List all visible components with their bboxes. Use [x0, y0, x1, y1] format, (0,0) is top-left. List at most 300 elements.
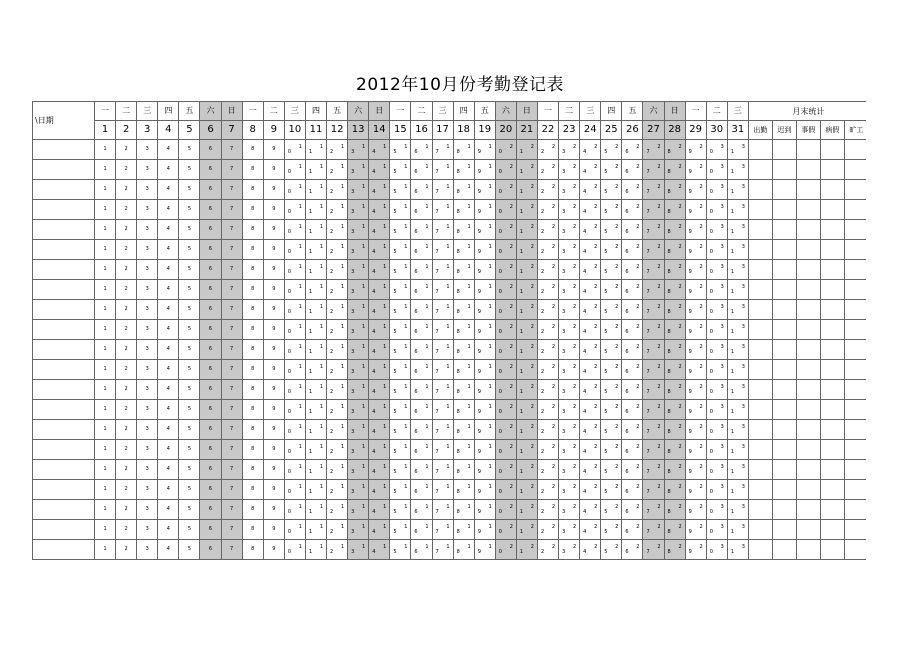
attendance-cell[interactable]: [727, 400, 748, 420]
attendance-cell[interactable]: [432, 300, 453, 320]
attendance-cell[interactable]: [727, 380, 748, 400]
attendance-cell[interactable]: [643, 260, 664, 280]
attendance-cell[interactable]: [622, 320, 643, 340]
attendance-cell[interactable]: [559, 360, 580, 380]
attendance-cell[interactable]: [601, 320, 622, 340]
attendance-cell[interactable]: [284, 520, 305, 540]
attendance-cell[interactable]: [411, 400, 432, 420]
attendance-cell[interactable]: [116, 360, 137, 380]
summary-cell[interactable]: [844, 440, 866, 460]
attendance-cell[interactable]: [327, 220, 348, 240]
attendance-cell[interactable]: [95, 340, 116, 360]
attendance-cell[interactable]: [495, 300, 516, 320]
summary-cell[interactable]: [748, 360, 772, 380]
attendance-cell[interactable]: [348, 260, 369, 280]
attendance-cell[interactable]: [432, 340, 453, 360]
attendance-cell[interactable]: [221, 360, 242, 380]
summary-cell[interactable]: [820, 180, 844, 200]
attendance-cell[interactable]: [537, 220, 558, 240]
attendance-cell[interactable]: [643, 360, 664, 380]
summary-cell[interactable]: [820, 520, 844, 540]
attendance-cell[interactable]: [348, 280, 369, 300]
attendance-cell[interactable]: [559, 520, 580, 540]
attendance-cell[interactable]: [601, 260, 622, 280]
employee-name-cell[interactable]: [33, 440, 95, 460]
attendance-cell[interactable]: [327, 380, 348, 400]
attendance-cell[interactable]: [242, 420, 263, 440]
attendance-cell[interactable]: [158, 300, 179, 320]
attendance-cell[interactable]: [200, 500, 221, 520]
attendance-cell[interactable]: [390, 480, 411, 500]
attendance-cell[interactable]: [305, 480, 326, 500]
attendance-cell[interactable]: [727, 480, 748, 500]
attendance-cell[interactable]: [327, 200, 348, 220]
attendance-cell[interactable]: [348, 420, 369, 440]
attendance-cell[interactable]: [116, 160, 137, 180]
attendance-cell[interactable]: [116, 500, 137, 520]
attendance-cell[interactable]: [263, 480, 284, 500]
attendance-cell[interactable]: [263, 180, 284, 200]
attendance-cell[interactable]: [727, 340, 748, 360]
summary-cell[interactable]: [820, 140, 844, 160]
attendance-cell[interactable]: [411, 320, 432, 340]
attendance-cell[interactable]: [474, 420, 495, 440]
attendance-cell[interactable]: [495, 180, 516, 200]
attendance-cell[interactable]: [474, 480, 495, 500]
attendance-cell[interactable]: [474, 240, 495, 260]
attendance-cell[interactable]: [390, 140, 411, 160]
attendance-cell[interactable]: [559, 320, 580, 340]
attendance-cell[interactable]: [200, 160, 221, 180]
summary-cell[interactable]: [772, 340, 796, 360]
attendance-cell[interactable]: [411, 540, 432, 560]
attendance-cell[interactable]: [580, 480, 601, 500]
attendance-cell[interactable]: [601, 180, 622, 200]
attendance-cell[interactable]: [179, 340, 200, 360]
attendance-cell[interactable]: [348, 480, 369, 500]
attendance-cell[interactable]: [643, 480, 664, 500]
attendance-cell[interactable]: [221, 540, 242, 560]
attendance-cell[interactable]: [601, 400, 622, 420]
attendance-cell[interactable]: [580, 260, 601, 280]
attendance-cell[interactable]: [643, 520, 664, 540]
attendance-cell[interactable]: [137, 300, 158, 320]
attendance-cell[interactable]: [432, 220, 453, 240]
attendance-cell[interactable]: [453, 260, 474, 280]
attendance-cell[interactable]: [348, 360, 369, 380]
attendance-cell[interactable]: [601, 340, 622, 360]
employee-name-cell[interactable]: [33, 280, 95, 300]
attendance-cell[interactable]: [622, 260, 643, 280]
attendance-cell[interactable]: [221, 220, 242, 240]
attendance-cell[interactable]: [559, 340, 580, 360]
attendance-cell[interactable]: [263, 420, 284, 440]
attendance-cell[interactable]: [284, 160, 305, 180]
attendance-cell[interactable]: [369, 300, 390, 320]
attendance-cell[interactable]: [137, 260, 158, 280]
attendance-cell[interactable]: [706, 240, 727, 260]
attendance-cell[interactable]: [221, 460, 242, 480]
attendance-cell[interactable]: [284, 340, 305, 360]
summary-cell[interactable]: [844, 320, 866, 340]
summary-cell[interactable]: [796, 200, 820, 220]
attendance-cell[interactable]: [263, 260, 284, 280]
attendance-cell[interactable]: [200, 220, 221, 240]
attendance-cell[interactable]: [601, 360, 622, 380]
attendance-cell[interactable]: [516, 380, 537, 400]
attendance-cell[interactable]: [200, 440, 221, 460]
attendance-cell[interactable]: [327, 420, 348, 440]
attendance-cell[interactable]: [622, 220, 643, 240]
attendance-cell[interactable]: [116, 520, 137, 540]
attendance-cell[interactable]: [643, 460, 664, 480]
summary-cell[interactable]: [748, 180, 772, 200]
attendance-cell[interactable]: [137, 220, 158, 240]
attendance-cell[interactable]: [390, 360, 411, 380]
attendance-cell[interactable]: [158, 240, 179, 260]
attendance-cell[interactable]: [537, 400, 558, 420]
attendance-cell[interactable]: [158, 280, 179, 300]
summary-cell[interactable]: [748, 140, 772, 160]
summary-cell[interactable]: [820, 500, 844, 520]
attendance-cell[interactable]: [706, 500, 727, 520]
attendance-cell[interactable]: [369, 140, 390, 160]
attendance-cell[interactable]: [179, 140, 200, 160]
attendance-cell[interactable]: [706, 540, 727, 560]
attendance-cell[interactable]: [601, 540, 622, 560]
attendance-cell[interactable]: [516, 540, 537, 560]
attendance-cell[interactable]: [495, 320, 516, 340]
attendance-cell[interactable]: [727, 200, 748, 220]
summary-cell[interactable]: [796, 160, 820, 180]
summary-cell[interactable]: [844, 360, 866, 380]
summary-cell[interactable]: [820, 160, 844, 180]
attendance-cell[interactable]: [622, 300, 643, 320]
summary-cell[interactable]: [844, 520, 866, 540]
attendance-cell[interactable]: [559, 240, 580, 260]
attendance-cell[interactable]: [495, 400, 516, 420]
attendance-cell[interactable]: [221, 500, 242, 520]
attendance-cell[interactable]: [622, 440, 643, 460]
summary-cell[interactable]: [772, 320, 796, 340]
attendance-cell[interactable]: [580, 200, 601, 220]
attendance-cell[interactable]: [242, 160, 263, 180]
attendance-cell[interactable]: [95, 140, 116, 160]
attendance-cell[interactable]: [685, 180, 706, 200]
attendance-cell[interactable]: [664, 360, 685, 380]
attendance-cell[interactable]: [137, 360, 158, 380]
summary-cell[interactable]: [796, 220, 820, 240]
attendance-cell[interactable]: [432, 360, 453, 380]
attendance-cell[interactable]: [116, 280, 137, 300]
attendance-cell[interactable]: [263, 240, 284, 260]
attendance-cell[interactable]: [95, 400, 116, 420]
attendance-cell[interactable]: [622, 200, 643, 220]
attendance-cell[interactable]: [95, 440, 116, 460]
attendance-cell[interactable]: [411, 480, 432, 500]
attendance-cell[interactable]: [284, 400, 305, 420]
attendance-cell[interactable]: [305, 220, 326, 240]
attendance-cell[interactable]: [179, 280, 200, 300]
attendance-cell[interactable]: [179, 500, 200, 520]
summary-cell[interactable]: [844, 460, 866, 480]
attendance-cell[interactable]: [263, 400, 284, 420]
attendance-cell[interactable]: [664, 280, 685, 300]
attendance-cell[interactable]: [453, 180, 474, 200]
attendance-cell[interactable]: [706, 140, 727, 160]
attendance-cell[interactable]: [179, 400, 200, 420]
attendance-cell[interactable]: [390, 340, 411, 360]
attendance-cell[interactable]: [221, 180, 242, 200]
attendance-cell[interactable]: [348, 300, 369, 320]
attendance-cell[interactable]: [706, 200, 727, 220]
attendance-cell[interactable]: [727, 260, 748, 280]
attendance-cell[interactable]: [200, 520, 221, 540]
attendance-cell[interactable]: [200, 360, 221, 380]
attendance-cell[interactable]: [685, 260, 706, 280]
summary-cell[interactable]: [772, 400, 796, 420]
attendance-cell[interactable]: [369, 220, 390, 240]
attendance-cell[interactable]: [369, 460, 390, 480]
summary-cell[interactable]: [748, 280, 772, 300]
attendance-cell[interactable]: [284, 180, 305, 200]
attendance-cell[interactable]: [158, 480, 179, 500]
attendance-cell[interactable]: [263, 300, 284, 320]
attendance-cell[interactable]: [137, 340, 158, 360]
employee-name-cell[interactable]: [33, 540, 95, 560]
attendance-cell[interactable]: [390, 440, 411, 460]
attendance-cell[interactable]: [390, 320, 411, 340]
employee-name-cell[interactable]: [33, 260, 95, 280]
attendance-cell[interactable]: [137, 380, 158, 400]
summary-cell[interactable]: [796, 300, 820, 320]
attendance-cell[interactable]: [664, 220, 685, 240]
attendance-cell[interactable]: [369, 480, 390, 500]
summary-cell[interactable]: [796, 480, 820, 500]
attendance-cell[interactable]: [622, 540, 643, 560]
attendance-cell[interactable]: [263, 140, 284, 160]
attendance-cell[interactable]: [411, 180, 432, 200]
attendance-cell[interactable]: [580, 320, 601, 340]
attendance-cell[interactable]: [537, 140, 558, 160]
attendance-cell[interactable]: [432, 460, 453, 480]
summary-cell[interactable]: [844, 400, 866, 420]
attendance-cell[interactable]: [369, 360, 390, 380]
summary-cell[interactable]: [844, 280, 866, 300]
summary-cell[interactable]: [844, 300, 866, 320]
attendance-cell[interactable]: [284, 220, 305, 240]
attendance-cell[interactable]: [453, 380, 474, 400]
attendance-cell[interactable]: [284, 260, 305, 280]
attendance-cell[interactable]: [432, 420, 453, 440]
attendance-cell[interactable]: [95, 360, 116, 380]
attendance-cell[interactable]: [664, 240, 685, 260]
attendance-cell[interactable]: [95, 520, 116, 540]
attendance-cell[interactable]: [348, 440, 369, 460]
attendance-cell[interactable]: [516, 440, 537, 460]
attendance-cell[interactable]: [390, 380, 411, 400]
summary-cell[interactable]: [772, 180, 796, 200]
attendance-cell[interactable]: [95, 200, 116, 220]
attendance-cell[interactable]: [411, 300, 432, 320]
attendance-cell[interactable]: [200, 260, 221, 280]
attendance-cell[interactable]: [622, 520, 643, 540]
attendance-cell[interactable]: [179, 460, 200, 480]
attendance-cell[interactable]: [137, 200, 158, 220]
attendance-cell[interactable]: [516, 420, 537, 440]
employee-name-cell[interactable]: [33, 240, 95, 260]
attendance-cell[interactable]: [706, 180, 727, 200]
attendance-cell[interactable]: [242, 320, 263, 340]
attendance-cell[interactable]: [453, 480, 474, 500]
employee-name-cell[interactable]: [33, 320, 95, 340]
attendance-cell[interactable]: [685, 240, 706, 260]
summary-cell[interactable]: [796, 500, 820, 520]
attendance-cell[interactable]: [327, 440, 348, 460]
employee-name-cell[interactable]: [33, 480, 95, 500]
attendance-cell[interactable]: [706, 220, 727, 240]
summary-cell[interactable]: [748, 420, 772, 440]
attendance-cell[interactable]: [411, 520, 432, 540]
attendance-cell[interactable]: [369, 320, 390, 340]
attendance-cell[interactable]: [221, 140, 242, 160]
attendance-cell[interactable]: [116, 380, 137, 400]
attendance-cell[interactable]: [242, 140, 263, 160]
attendance-cell[interactable]: [179, 380, 200, 400]
attendance-cell[interactable]: [95, 220, 116, 240]
attendance-cell[interactable]: [643, 280, 664, 300]
summary-cell[interactable]: [748, 220, 772, 240]
attendance-cell[interactable]: [158, 540, 179, 560]
attendance-cell[interactable]: [284, 280, 305, 300]
attendance-cell[interactable]: [137, 480, 158, 500]
attendance-cell[interactable]: [242, 540, 263, 560]
attendance-cell[interactable]: [685, 220, 706, 240]
attendance-cell[interactable]: [601, 500, 622, 520]
attendance-cell[interactable]: [537, 340, 558, 360]
attendance-cell[interactable]: [664, 300, 685, 320]
attendance-cell[interactable]: [221, 340, 242, 360]
attendance-cell[interactable]: [179, 360, 200, 380]
attendance-cell[interactable]: [116, 200, 137, 220]
attendance-cell[interactable]: [348, 380, 369, 400]
attendance-cell[interactable]: [327, 300, 348, 320]
attendance-cell[interactable]: [537, 500, 558, 520]
attendance-cell[interactable]: [284, 380, 305, 400]
attendance-cell[interactable]: [221, 420, 242, 440]
summary-cell[interactable]: [748, 340, 772, 360]
attendance-cell[interactable]: [305, 500, 326, 520]
summary-cell[interactable]: [844, 500, 866, 520]
attendance-cell[interactable]: [580, 540, 601, 560]
attendance-cell[interactable]: [327, 280, 348, 300]
summary-cell[interactable]: [748, 300, 772, 320]
summary-cell[interactable]: [772, 460, 796, 480]
attendance-cell[interactable]: [369, 400, 390, 420]
summary-cell[interactable]: [820, 380, 844, 400]
attendance-cell[interactable]: [580, 160, 601, 180]
attendance-cell[interactable]: [580, 520, 601, 540]
attendance-cell[interactable]: [263, 280, 284, 300]
summary-cell[interactable]: [772, 240, 796, 260]
attendance-cell[interactable]: [495, 140, 516, 160]
attendance-cell[interactable]: [179, 300, 200, 320]
attendance-cell[interactable]: [727, 240, 748, 260]
attendance-cell[interactable]: [559, 140, 580, 160]
attendance-cell[interactable]: [327, 240, 348, 260]
attendance-cell[interactable]: [369, 540, 390, 560]
attendance-cell[interactable]: [474, 380, 495, 400]
attendance-cell[interactable]: [369, 160, 390, 180]
summary-cell[interactable]: [796, 520, 820, 540]
attendance-cell[interactable]: [263, 440, 284, 460]
attendance-cell[interactable]: [453, 280, 474, 300]
attendance-cell[interactable]: [411, 500, 432, 520]
attendance-cell[interactable]: [242, 180, 263, 200]
attendance-cell[interactable]: [537, 420, 558, 440]
attendance-cell[interactable]: [221, 320, 242, 340]
attendance-cell[interactable]: [516, 300, 537, 320]
attendance-cell[interactable]: [474, 340, 495, 360]
attendance-cell[interactable]: [453, 460, 474, 480]
attendance-cell[interactable]: [390, 420, 411, 440]
attendance-cell[interactable]: [116, 260, 137, 280]
attendance-cell[interactable]: [685, 440, 706, 460]
attendance-cell[interactable]: [263, 320, 284, 340]
attendance-cell[interactable]: [622, 420, 643, 440]
attendance-cell[interactable]: [559, 380, 580, 400]
attendance-cell[interactable]: [284, 360, 305, 380]
attendance-cell[interactable]: [200, 200, 221, 220]
attendance-cell[interactable]: [179, 480, 200, 500]
attendance-cell[interactable]: [453, 420, 474, 440]
attendance-cell[interactable]: [601, 140, 622, 160]
attendance-cell[interactable]: [516, 520, 537, 540]
employee-name-cell[interactable]: [33, 340, 95, 360]
attendance-cell[interactable]: [179, 420, 200, 440]
summary-cell[interactable]: [820, 440, 844, 460]
attendance-cell[interactable]: [622, 280, 643, 300]
attendance-cell[interactable]: [158, 400, 179, 420]
employee-name-cell[interactable]: [33, 500, 95, 520]
attendance-cell[interactable]: [727, 440, 748, 460]
employee-name-cell[interactable]: [33, 200, 95, 220]
attendance-cell[interactable]: [327, 500, 348, 520]
attendance-cell[interactable]: [643, 440, 664, 460]
attendance-cell[interactable]: [537, 380, 558, 400]
attendance-cell[interactable]: [706, 460, 727, 480]
attendance-cell[interactable]: [580, 240, 601, 260]
summary-cell[interactable]: [844, 180, 866, 200]
attendance-cell[interactable]: [580, 420, 601, 440]
attendance-cell[interactable]: [432, 200, 453, 220]
summary-cell[interactable]: [748, 160, 772, 180]
attendance-cell[interactable]: [305, 200, 326, 220]
summary-cell[interactable]: [772, 500, 796, 520]
attendance-cell[interactable]: [495, 500, 516, 520]
attendance-cell[interactable]: [95, 240, 116, 260]
attendance-cell[interactable]: [242, 200, 263, 220]
attendance-cell[interactable]: [706, 520, 727, 540]
attendance-cell[interactable]: [622, 380, 643, 400]
attendance-cell[interactable]: [242, 440, 263, 460]
attendance-cell[interactable]: [601, 420, 622, 440]
attendance-cell[interactable]: [390, 520, 411, 540]
attendance-cell[interactable]: [221, 520, 242, 540]
attendance-cell[interactable]: [432, 480, 453, 500]
attendance-cell[interactable]: [390, 280, 411, 300]
attendance-cell[interactable]: [305, 340, 326, 360]
